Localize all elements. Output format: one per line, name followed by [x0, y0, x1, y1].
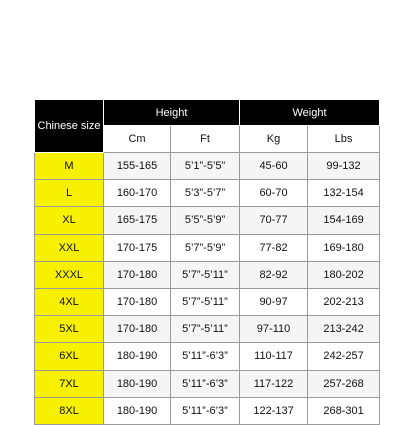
size-label: XXL: [35, 234, 104, 261]
height-cm-cell: 170-175: [104, 234, 171, 261]
size-label: M: [35, 153, 104, 180]
height-cm-cell: 170-180: [104, 261, 171, 288]
table-row: [35, 180, 380, 207]
height-cm-cell: 155-165: [104, 153, 171, 180]
table-row: [35, 370, 380, 397]
height-ft-cell: 5’5”-5’9”: [171, 207, 240, 234]
size-table-body: [35, 153, 380, 425]
weight-kg-cell: 97-110: [240, 316, 308, 343]
weight-lbs-cell: 242-257: [308, 343, 380, 370]
height-cm-cell: 170-180: [104, 316, 171, 343]
weight-lbs-cell: 257-268: [308, 370, 380, 397]
header-row-top: [35, 100, 380, 126]
height-cm-cell: 160-170: [104, 180, 171, 207]
weight-lbs-cell: 154-169: [308, 207, 380, 234]
height-cm-cell: 170-180: [104, 288, 171, 315]
table-row: [35, 288, 380, 315]
size-chart-table: [34, 99, 380, 425]
header-ft: Ft: [171, 126, 240, 153]
header-cm: Cm: [104, 126, 171, 153]
size-label: 5XL: [35, 316, 104, 343]
height-ft-cell: 5’11”-6’3”: [171, 370, 240, 397]
weight-lbs-cell: 180-202: [308, 261, 380, 288]
height-ft-cell: 5’1”-5’5”: [171, 153, 240, 180]
size-label: XL: [35, 207, 104, 234]
table-row: [35, 207, 380, 234]
weight-kg-cell: 60-70: [240, 180, 308, 207]
size-label: 4XL: [35, 288, 104, 315]
table-row: [35, 316, 380, 343]
table-row: [35, 153, 380, 180]
height-cm-cell: 180-190: [104, 370, 171, 397]
height-ft-cell: 5’7”-5’11”: [171, 261, 240, 288]
height-ft-cell: 5’7”-5’9”: [171, 234, 240, 261]
size-label: XXXL: [35, 261, 104, 288]
weight-lbs-cell: 132-154: [308, 180, 380, 207]
weight-kg-cell: 110-117: [240, 343, 308, 370]
header-height: Height: [104, 100, 240, 126]
weight-kg-cell: 90-97: [240, 288, 308, 315]
table-row: [35, 234, 380, 261]
header-chinese-size: Chinese size: [35, 100, 104, 153]
weight-kg-cell: 77-82: [240, 234, 308, 261]
size-label: 7XL: [35, 370, 104, 397]
weight-kg-cell: 117-122: [240, 370, 308, 397]
header-lbs: Lbs: [308, 126, 380, 153]
weight-kg-cell: 122-137: [240, 397, 308, 424]
height-ft-cell: 5’11”-6’3”: [171, 343, 240, 370]
table-row: [35, 397, 380, 424]
height-ft-cell: 5’7”-5’11”: [171, 316, 240, 343]
weight-lbs-cell: 169-180: [308, 234, 380, 261]
height-cm-cell: 180-190: [104, 343, 171, 370]
size-label: 6XL: [35, 343, 104, 370]
size-label: 8XL: [35, 397, 104, 424]
weight-lbs-cell: 202-213: [308, 288, 380, 315]
weight-lbs-cell: 213-242: [308, 316, 380, 343]
table-row: [35, 261, 380, 288]
weight-kg-cell: 70-77: [240, 207, 308, 234]
height-ft-cell: 5’3”-5’7”: [171, 180, 240, 207]
height-ft-cell: 5’11”-6’3”: [171, 397, 240, 424]
height-cm-cell: 165-175: [104, 207, 171, 234]
size-label: L: [35, 180, 104, 207]
height-cm-cell: 180-190: [104, 397, 171, 424]
weight-kg-cell: 45-60: [240, 153, 308, 180]
height-ft-cell: 5’7”-5’11”: [171, 288, 240, 315]
header-weight: Weight: [240, 100, 380, 126]
weight-lbs-cell: 99-132: [308, 153, 380, 180]
weight-lbs-cell: 268-301: [308, 397, 380, 424]
table-row: [35, 343, 380, 370]
header-kg: Kg: [240, 126, 308, 153]
weight-kg-cell: 82-92: [240, 261, 308, 288]
